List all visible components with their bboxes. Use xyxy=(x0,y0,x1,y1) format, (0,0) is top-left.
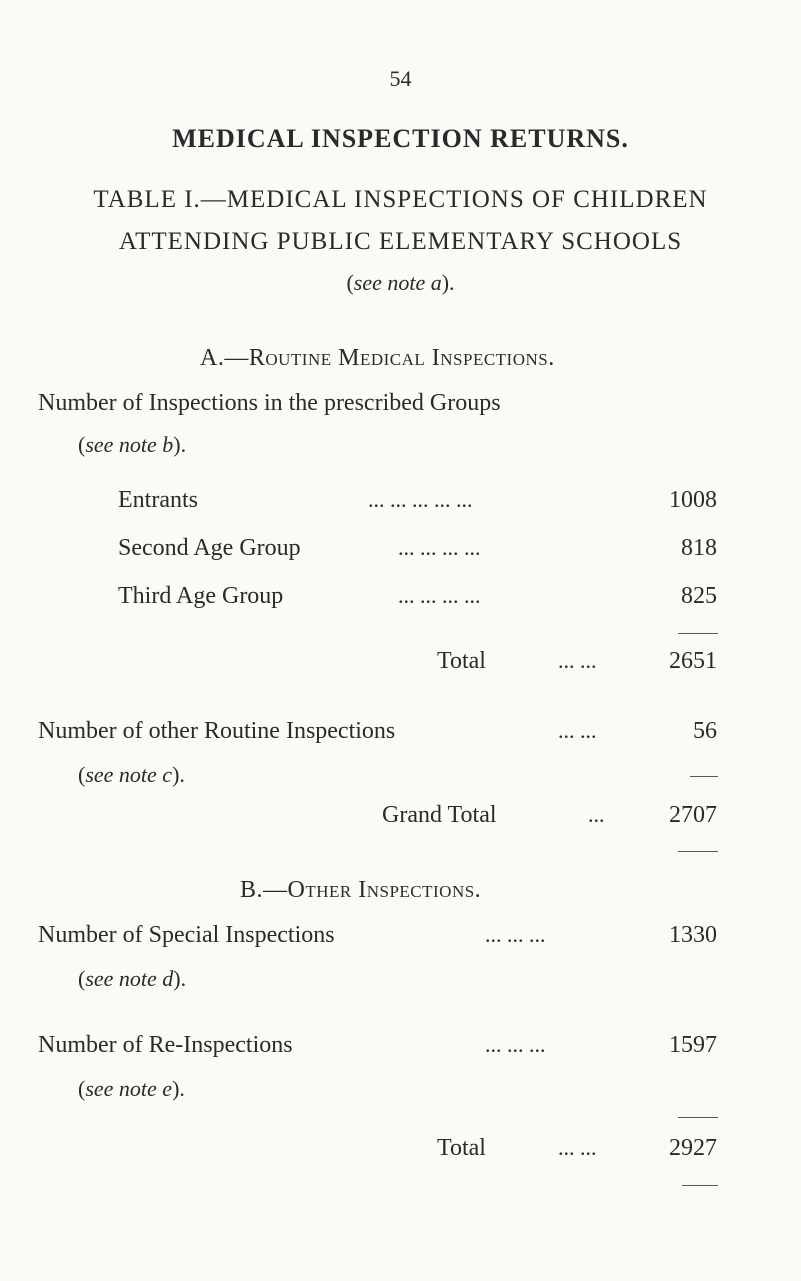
row-leader-dots: ... ... ... ... ... xyxy=(368,487,473,512)
total-leader-dots: ... ... xyxy=(558,648,597,673)
other-routine-note: (see note c). xyxy=(78,762,185,787)
grand-total-label: Grand Total xyxy=(382,802,497,828)
table-title-line-1: TABLE I.—MEDICAL INSPECTIONS OF CHILDREN xyxy=(93,186,708,213)
special-inspections-value: 1330 xyxy=(669,922,717,948)
sum-rule xyxy=(690,776,718,777)
row-leader-dots: ... ... ... ... xyxy=(398,535,481,560)
sum-rule xyxy=(682,1185,718,1186)
grand-total-value: 2707 xyxy=(669,802,717,828)
row-leader-dots: ... ... ... ... xyxy=(398,583,481,608)
special-inspections-note-text: see note d xyxy=(85,966,174,991)
section-a-intro: Number of Inspections in the prescribed Groups xyxy=(38,390,501,416)
row-label-second-age-group: Second Age Group xyxy=(118,535,301,561)
table-title-line-2: ATTENDING PUBLIC ELEMENTARY SCHOOLS xyxy=(118,228,683,255)
row-label-entrants: Entrants xyxy=(118,487,198,513)
section-b-total-value: 2927 xyxy=(669,1135,717,1161)
reinspections-value: 1597 xyxy=(669,1032,717,1058)
reinspections-note: (see note e). xyxy=(78,1076,185,1101)
grand-total-leader-dots: ... xyxy=(588,802,605,827)
section-a-heading: A.—Routine Medical Inspections. xyxy=(200,345,555,371)
special-inspections-label: Number of Special Inspections xyxy=(38,922,335,948)
row-value-second-age-group: 818 xyxy=(681,535,717,561)
special-inspections-note: (see note d). xyxy=(78,966,187,991)
other-routine-note-text: see note c xyxy=(85,762,173,787)
total-value: 2651 xyxy=(669,648,717,674)
row-value-third-age-group: 825 xyxy=(681,583,717,609)
row-label-third-age-group: Third Age Group xyxy=(118,583,284,609)
other-routine-value: 56 xyxy=(693,718,717,744)
section-b-total-label: Total xyxy=(437,1135,486,1161)
sum-rule xyxy=(678,851,718,852)
other-routine-leader-dots: ... ... xyxy=(558,718,597,743)
section-b-total-leader-dots: ... ... xyxy=(558,1135,597,1160)
section-a-intro-note-text: see note b xyxy=(85,432,174,457)
total-label: Total xyxy=(437,648,486,674)
reinspections-leader-dots: ... ... ... xyxy=(485,1032,546,1057)
page-title: MEDICAL INSPECTION RETURNS. xyxy=(172,124,629,153)
special-inspections-leader-dots: ... ... ... xyxy=(485,922,546,947)
sum-rule xyxy=(678,1117,718,1118)
sum-rule xyxy=(678,633,718,634)
section-b-heading: B.—Other Inspections. xyxy=(240,877,482,903)
section-a-intro-note: (see note b). xyxy=(78,432,187,457)
table-title-note: (see note a). xyxy=(346,270,455,295)
page-number: 54 xyxy=(389,66,412,91)
row-value-entrants: 1008 xyxy=(669,487,717,513)
table-title-note-text: see note a xyxy=(353,270,442,295)
other-routine-label: Number of other Routine Inspections xyxy=(38,718,396,744)
reinspections-label: Number of Re-Inspections xyxy=(38,1032,293,1058)
reinspections-note-text: see note e xyxy=(85,1076,173,1101)
